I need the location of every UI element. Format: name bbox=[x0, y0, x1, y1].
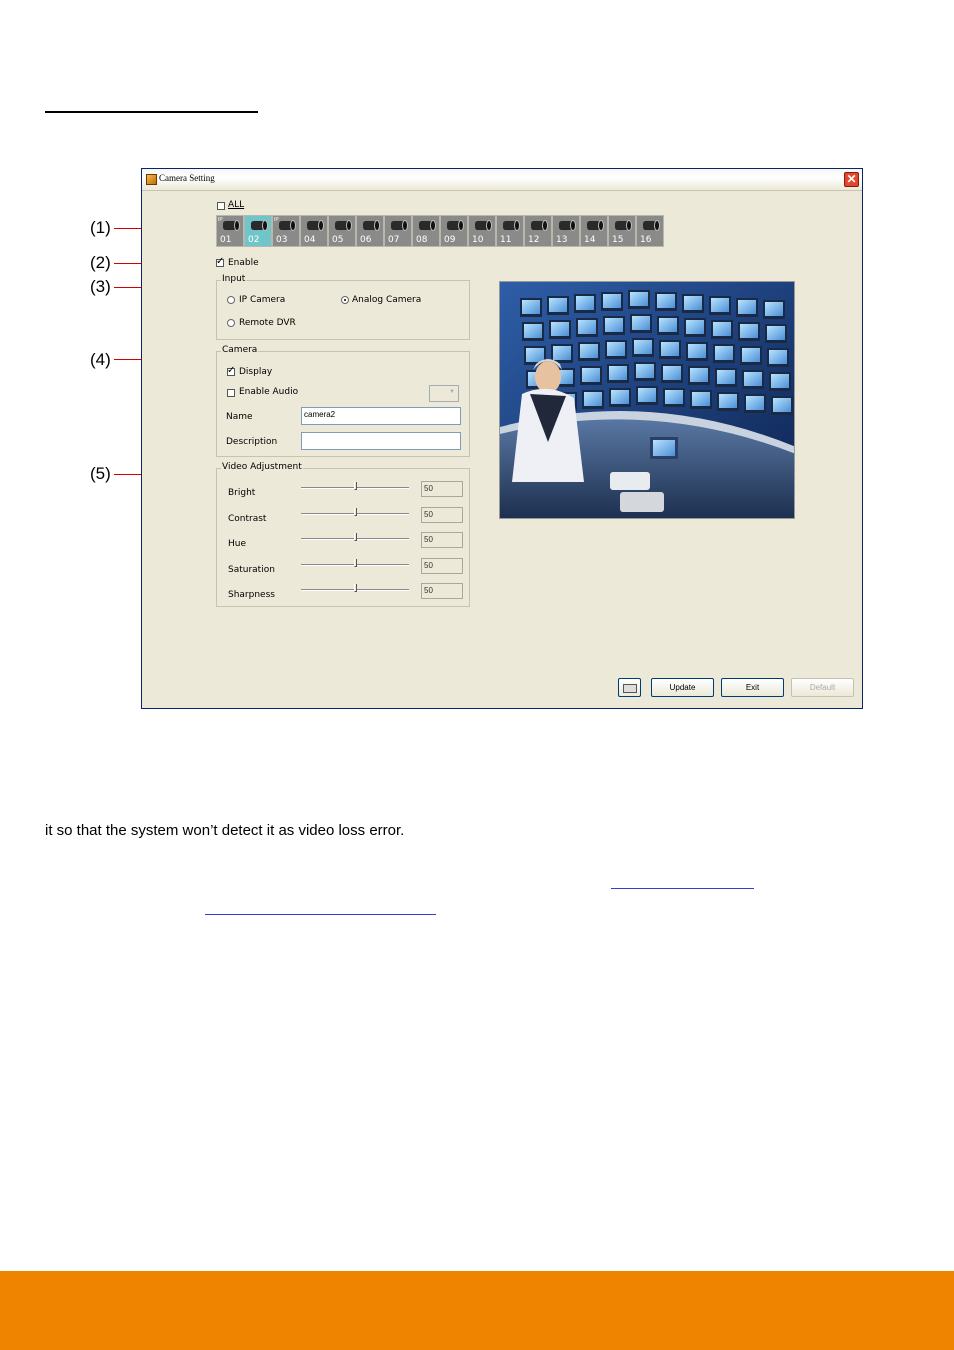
update-button[interactable]: Update bbox=[651, 678, 714, 697]
camera-tile-08[interactable] bbox=[412, 215, 440, 247]
link-underline-1[interactable] bbox=[611, 888, 754, 889]
camera-tile-09[interactable] bbox=[440, 215, 468, 247]
monitor-screen bbox=[580, 344, 598, 358]
camera-lens-icon bbox=[234, 220, 240, 231]
audio-dropdown[interactable] bbox=[429, 385, 459, 402]
video-label: Sharpness bbox=[228, 590, 275, 600]
camera-number: 05 bbox=[332, 235, 344, 245]
monitor-screen bbox=[738, 300, 756, 314]
description-label: Description bbox=[226, 437, 278, 447]
camera-number: 09 bbox=[444, 235, 456, 245]
camera-lens-icon bbox=[402, 220, 408, 231]
video-value[interactable]: 50 bbox=[421, 481, 463, 497]
video-label: Contrast bbox=[228, 513, 267, 524]
camera-group bbox=[216, 345, 470, 457]
monitor-screen bbox=[740, 324, 758, 338]
camera-tile-11[interactable] bbox=[496, 215, 524, 247]
video-label: Hue bbox=[228, 539, 247, 549]
monitor-screen bbox=[578, 320, 596, 334]
title-bar[interactable] bbox=[142, 169, 862, 191]
camera-tile-16[interactable] bbox=[636, 215, 664, 247]
enable-label: Enable bbox=[228, 258, 259, 268]
page-footer-band bbox=[0, 1271, 954, 1350]
keyboard-button[interactable] bbox=[618, 678, 641, 697]
monitor-screen bbox=[665, 390, 683, 404]
display-checkbox[interactable] bbox=[227, 368, 235, 376]
camera-number: 12 bbox=[528, 235, 540, 245]
camera-tile-12[interactable] bbox=[524, 215, 552, 247]
camera-number: 02 bbox=[248, 235, 260, 245]
video-slider-thumb[interactable] bbox=[354, 559, 357, 567]
app-icon bbox=[146, 174, 157, 185]
keyboard-icon bbox=[623, 684, 637, 693]
camera-lens-icon bbox=[654, 220, 660, 231]
monitor-screen bbox=[771, 374, 789, 388]
input-group-title: Input bbox=[222, 274, 246, 284]
camera-setting-window bbox=[141, 168, 863, 709]
camera-preview-image bbox=[499, 281, 795, 519]
camera-tag: IP bbox=[274, 217, 279, 223]
camera-lens-icon bbox=[346, 220, 352, 231]
camera-lens-icon bbox=[542, 220, 548, 231]
monitor-screen bbox=[634, 340, 652, 354]
camera-tile-05[interactable] bbox=[328, 215, 356, 247]
callout-5: (5) bbox=[90, 464, 111, 483]
monitor-screen bbox=[636, 364, 654, 378]
remote-dvr-radio[interactable] bbox=[227, 319, 235, 327]
video-adjustment-group bbox=[216, 462, 470, 607]
monitor-screen bbox=[659, 318, 677, 332]
enable-checkbox[interactable] bbox=[216, 259, 224, 267]
camera-lens-icon bbox=[262, 220, 268, 231]
monitor-screen bbox=[769, 350, 787, 364]
monitor-screen bbox=[686, 320, 704, 334]
callout-4: (4) bbox=[90, 350, 111, 369]
monitor-screen bbox=[526, 348, 544, 362]
monitor-screen bbox=[663, 366, 681, 380]
camera-lens-icon bbox=[626, 220, 632, 231]
monitor-screen bbox=[632, 316, 650, 330]
monitor-screen bbox=[713, 322, 731, 336]
enable-audio-label: Enable Audio bbox=[239, 387, 299, 397]
control-room-illustration bbox=[500, 282, 795, 519]
monitor-screen bbox=[692, 392, 710, 406]
camera-number: 10 bbox=[472, 235, 484, 245]
monitor-screen bbox=[549, 298, 567, 312]
camera-tile-07[interactable] bbox=[384, 215, 412, 247]
monitor-screen bbox=[744, 372, 762, 386]
camera-lens-icon bbox=[514, 220, 520, 231]
video-value[interactable]: 50 bbox=[421, 558, 463, 574]
ip-camera-label: IP Camera bbox=[239, 295, 286, 305]
default-button[interactable]: Default bbox=[791, 678, 854, 697]
callout-1: (1) bbox=[90, 218, 111, 237]
camera-tile-06[interactable] bbox=[356, 215, 384, 247]
description-input[interactable] bbox=[301, 432, 461, 450]
link-underline-2[interactable] bbox=[205, 914, 436, 915]
video-slider-thumb[interactable] bbox=[354, 482, 357, 490]
monitor-screen bbox=[746, 396, 764, 410]
camera-number: 15 bbox=[612, 235, 624, 245]
camera-tile-04[interactable] bbox=[300, 215, 328, 247]
camera-tile-15[interactable] bbox=[608, 215, 636, 247]
monitor-screen bbox=[688, 344, 706, 358]
monitor-screen bbox=[773, 398, 791, 412]
monitor-screen bbox=[657, 294, 675, 308]
video-slider-thumb[interactable] bbox=[354, 508, 357, 516]
monitor-screen bbox=[582, 368, 600, 382]
camera-number: 08 bbox=[416, 235, 428, 245]
monitor-screen bbox=[607, 342, 625, 356]
camera-lens-icon bbox=[570, 220, 576, 231]
video-value[interactable]: 50 bbox=[421, 583, 463, 599]
video-label: Bright bbox=[228, 488, 256, 498]
camera-lens-icon bbox=[430, 220, 436, 231]
monitor-screen bbox=[576, 296, 594, 310]
enable-audio-checkbox[interactable] bbox=[227, 389, 235, 397]
exit-button[interactable]: Exit bbox=[721, 678, 784, 697]
name-input[interactable]: camera2 bbox=[301, 407, 461, 425]
camera-lens-icon bbox=[598, 220, 604, 231]
camera-lens-icon bbox=[486, 220, 492, 231]
display-label: Display bbox=[239, 367, 273, 377]
close-button[interactable] bbox=[844, 172, 859, 187]
camera-group-title: Camera bbox=[222, 345, 258, 355]
monitor-screen bbox=[717, 370, 735, 384]
camera-tag: IP bbox=[218, 217, 223, 223]
camera-tile-14[interactable] bbox=[580, 215, 608, 247]
monitor-screen bbox=[638, 388, 656, 402]
camera-tile-10[interactable] bbox=[468, 215, 496, 247]
video-value[interactable]: 50 bbox=[421, 507, 463, 523]
analog-camera-label: Analog Camera bbox=[352, 295, 422, 305]
chevron-down-icon: ▼ bbox=[449, 389, 455, 395]
camera-number: 13 bbox=[556, 235, 568, 245]
video-label: Saturation bbox=[228, 564, 275, 575]
monitor-screen bbox=[711, 298, 729, 312]
monitor-screen bbox=[630, 292, 648, 306]
camera-lens-icon bbox=[290, 220, 296, 231]
all-label: ALL bbox=[228, 200, 245, 210]
camera-number: 03 bbox=[276, 235, 288, 245]
remote-dvr-label: Remote DVR bbox=[239, 318, 296, 328]
camera-number: 01 bbox=[220, 235, 232, 245]
camera-number: 04 bbox=[304, 235, 316, 245]
monitor-screen bbox=[719, 394, 737, 408]
window-title: Camera Setting bbox=[159, 173, 215, 183]
monitor-screen bbox=[553, 346, 571, 360]
callout-3: (3) bbox=[90, 277, 111, 296]
monitor-screen bbox=[684, 296, 702, 310]
monitor-screen bbox=[690, 368, 708, 382]
camera-number: 16 bbox=[640, 235, 652, 245]
video-slider-thumb[interactable] bbox=[354, 584, 357, 592]
heading-underline bbox=[45, 111, 258, 113]
camera-number: 11 bbox=[500, 235, 512, 245]
camera-number: 14 bbox=[584, 235, 596, 245]
camera-tile-03[interactable] bbox=[272, 215, 300, 247]
camera-lens-icon bbox=[318, 220, 324, 231]
name-label: Name bbox=[226, 412, 253, 422]
analog-camera-radio[interactable] bbox=[341, 296, 349, 304]
callout-2: (2) bbox=[90, 253, 111, 272]
camera-lens-icon bbox=[458, 220, 464, 231]
input-group bbox=[216, 274, 470, 340]
ip-camera-radio[interactable] bbox=[227, 296, 235, 304]
camera-tile-01[interactable] bbox=[216, 215, 244, 247]
camera-number: 06 bbox=[360, 235, 372, 245]
video-adjustment-title: Video Adjustment bbox=[222, 462, 302, 472]
monitor-screen bbox=[609, 366, 627, 380]
body-text: it so that the system won’t detect it as video loss error. bbox=[45, 822, 405, 839]
video-slider-thumb[interactable] bbox=[354, 533, 357, 541]
monitor-screen bbox=[603, 294, 621, 308]
monitor-screen bbox=[605, 318, 623, 332]
camera-lens-icon bbox=[374, 220, 380, 231]
monitor-screen bbox=[742, 348, 760, 362]
camera-strip bbox=[216, 215, 664, 247]
monitor-screen bbox=[661, 342, 679, 356]
monitor-screen bbox=[524, 324, 542, 338]
camera-tile-02[interactable] bbox=[244, 215, 272, 247]
camera-number: 07 bbox=[388, 235, 400, 245]
camera-tile-13[interactable] bbox=[552, 215, 580, 247]
video-value[interactable]: 50 bbox=[421, 532, 463, 548]
monitor-screen bbox=[611, 390, 629, 404]
monitor-screen bbox=[522, 300, 540, 314]
monitor-screen bbox=[584, 392, 602, 406]
monitor-screen bbox=[765, 302, 783, 316]
monitor-screen bbox=[715, 346, 733, 360]
close-icon: ✕ bbox=[846, 172, 857, 186]
monitor-screen bbox=[767, 326, 785, 340]
all-checkbox[interactable] bbox=[217, 202, 225, 210]
monitor-screen bbox=[551, 322, 569, 336]
